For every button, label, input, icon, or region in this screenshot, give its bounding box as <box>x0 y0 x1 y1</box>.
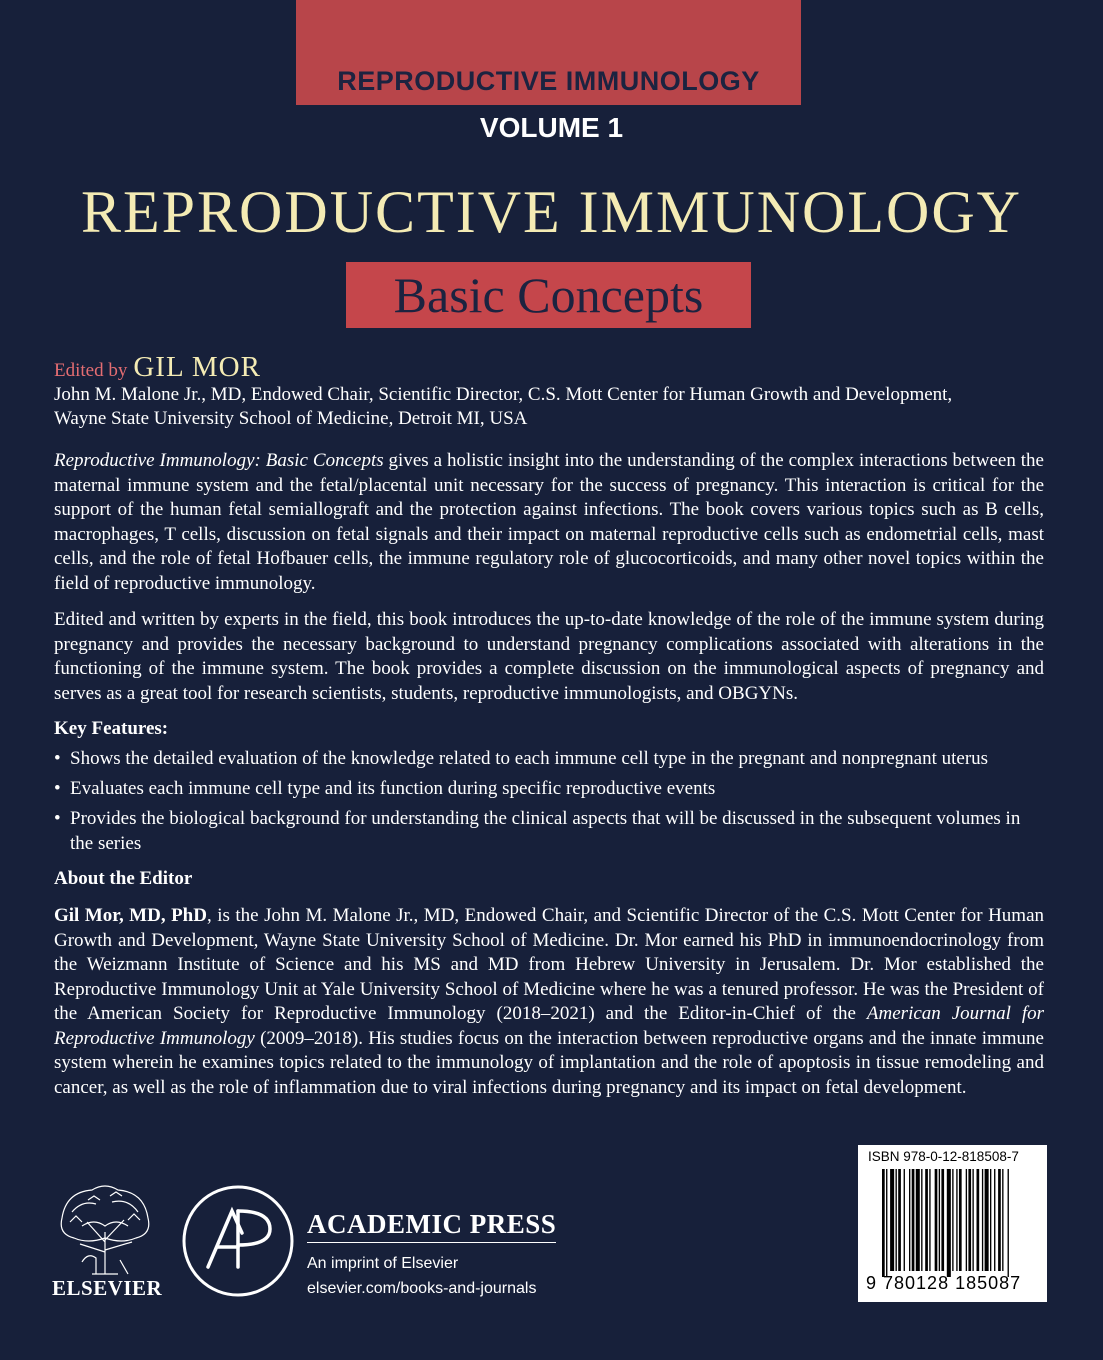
barcode-bar <box>956 1169 957 1271</box>
feature-text: Provides the biological background for understanding the clinical aspects that will be discussed in the subsequent volumes in the series <box>70 808 1021 854</box>
about-text-a: , is the John M. Malone Jr., MD, Endowed Chair, and Scientific Director of the C.S. Mott Center for Human Growth and Development, Wayne State University School of Medicine. Dr. Mor earned his PhD in immunoendocrinology from the Weizmann Institute of Science and his MS and MD from Hebrew University in Jerusalem. Dr. Mor established the Reproductive Immunology Unit at Yale University School of Medicine where he was a tenured professor. He was the President of the American Society for Reproductive Immunology (2018–2021) and the Editor-in-Chief of the <box>54 905 1044 1024</box>
barcode-bar <box>966 1169 967 1271</box>
bullet-icon: • <box>54 778 61 799</box>
barcode-bar <box>985 1169 989 1271</box>
barcode-bar <box>921 1169 922 1271</box>
edited-by-label: Edited by <box>54 360 128 381</box>
barcode-bar <box>935 1169 938 1271</box>
bullet-icon: • <box>54 748 61 769</box>
barcode-bar <box>998 1169 1001 1271</box>
book-title: REPRODUCTIVE IMMUNOLOGY <box>81 179 1022 245</box>
editor-bold-name: Gil Mor, MD, PhD <box>54 905 207 926</box>
key-features-heading: Key Features: <box>54 718 169 739</box>
publisher-name: ACADEMIC PRESS <box>307 1209 556 1243</box>
book-title-italic: Reproductive Immunology: Basic Concepts <box>54 450 384 471</box>
barcode-bar <box>896 1169 897 1271</box>
barcode-bar <box>886 1169 887 1277</box>
barcode-bar <box>994 1169 995 1271</box>
barcode-bar <box>939 1169 940 1271</box>
editor-name: GIL MOR <box>133 351 261 383</box>
barcode-bar <box>977 1169 980 1271</box>
feature-text: Shows the detailed evaluation of the knowledge related to each immune cell type in the pregnant and nonpregnant uterus <box>70 748 989 769</box>
journal-name: American Journal for Reproductive Immunology <box>54 1003 1044 1049</box>
barcode-bar <box>947 1169 951 1277</box>
barcode-bar <box>904 1169 905 1271</box>
barcode-bar <box>1002 1169 1003 1271</box>
barcode-bar <box>941 1169 944 1271</box>
editor-affiliation-line2: Wayne State University School of Medicine, Detroit MI, USA <box>54 408 528 429</box>
elsevier-wordmark: ELSEVIER <box>52 1276 163 1300</box>
barcode-bar <box>890 1169 894 1271</box>
barcode-bar <box>968 1169 971 1271</box>
barcode-bar <box>1008 1169 1009 1277</box>
imprint-text: An imprint of Elsevier <box>307 1255 459 1272</box>
barcode-bar <box>972 1169 973 1271</box>
barcode-bar <box>982 1169 983 1271</box>
barcode-bar <box>898 1169 901 1271</box>
barcode-bar <box>882 1169 885 1277</box>
barcode-bar <box>959 1169 962 1271</box>
bullet-icon: • <box>54 808 61 829</box>
description-text-1: gives a holistic insight into the understanding of the complex interactions between the maternal immune system and the fetal/placental unit necessary for the success of pregnancy. This interaction is critical for the support of the human fetal semiallograft and the protection against infections. The book covers various topics such as B cells, macrophages, T cells, discussion on fetal signals and their impact on maternal reproductive cells such as endometrial cells, mast cells, and the role of fetal Hofbauer cells, the immune regulatory role of glucocorticoids, and many other novel topics within the field of reproductive immunology. <box>54 450 1044 594</box>
edited-by-line <box>54 351 261 384</box>
academic-press-logo-icon <box>180 1183 296 1299</box>
barcode-bar <box>916 1169 920 1271</box>
barcode-bar <box>990 1169 991 1271</box>
barcode-bar <box>925 1169 928 1271</box>
isbn-label: ISBN 978-0-12-818508-7 <box>868 1149 1019 1164</box>
feature-text: Evaluates each immune cell type and its function during specific reproductive events <box>70 778 716 799</box>
about-text-b: (2009–2018). His studies focus on the interaction between reproductive organs and the innate immune system wherein he examines topics related to the immunology of implantation and the role of apoptosis in tissue remodeling and cancer, as well as the role of inflammation due to viral infections during pregnancy and its impact on fetal development. <box>54 1027 1044 1098</box>
description-paragraph-2: Edited and written by experts in the field, this book introduces the up-to-date knowledge of the role of the immune system during pregnancy and provides the necessary background to understand pregnancy complications associated with alterations in the functioning of the immune system. The book provides a complete discussion on the immunological aspects of pregnancy and serves as a great tool for research scientists, students, reproductive immunologists, and OBGYNs. <box>54 609 1044 704</box>
barcode-bar <box>929 1169 930 1271</box>
description-paragraph-1 <box>54 449 1044 596</box>
volume-label: VOLUME 1 <box>479 112 624 143</box>
barcode-bar <box>952 1169 953 1271</box>
barcode-panel <box>858 1145 1047 1302</box>
elsevier-tree-icon <box>52 1182 158 1276</box>
about-editor-heading: About the Editor <box>54 868 193 889</box>
editor-affiliation-line1: John M. Malone Jr., MD, Endowed Chair, Scientific Director, C.S. Mott Center for Human Growth and Development, <box>54 384 953 405</box>
barcode-digits: 9 780128 185087 <box>866 1273 1022 1293</box>
publisher-website: elsevier.com/books-and-journals <box>307 1280 537 1297</box>
about-editor-paragraph <box>54 904 1044 1100</box>
barcode-bar <box>909 1169 910 1271</box>
barcode-bar <box>912 1169 915 1271</box>
series-title: REPRODUCTIVE IMMUNOLOGY <box>337 66 760 96</box>
book-subtitle: Basic Concepts <box>393 267 704 323</box>
